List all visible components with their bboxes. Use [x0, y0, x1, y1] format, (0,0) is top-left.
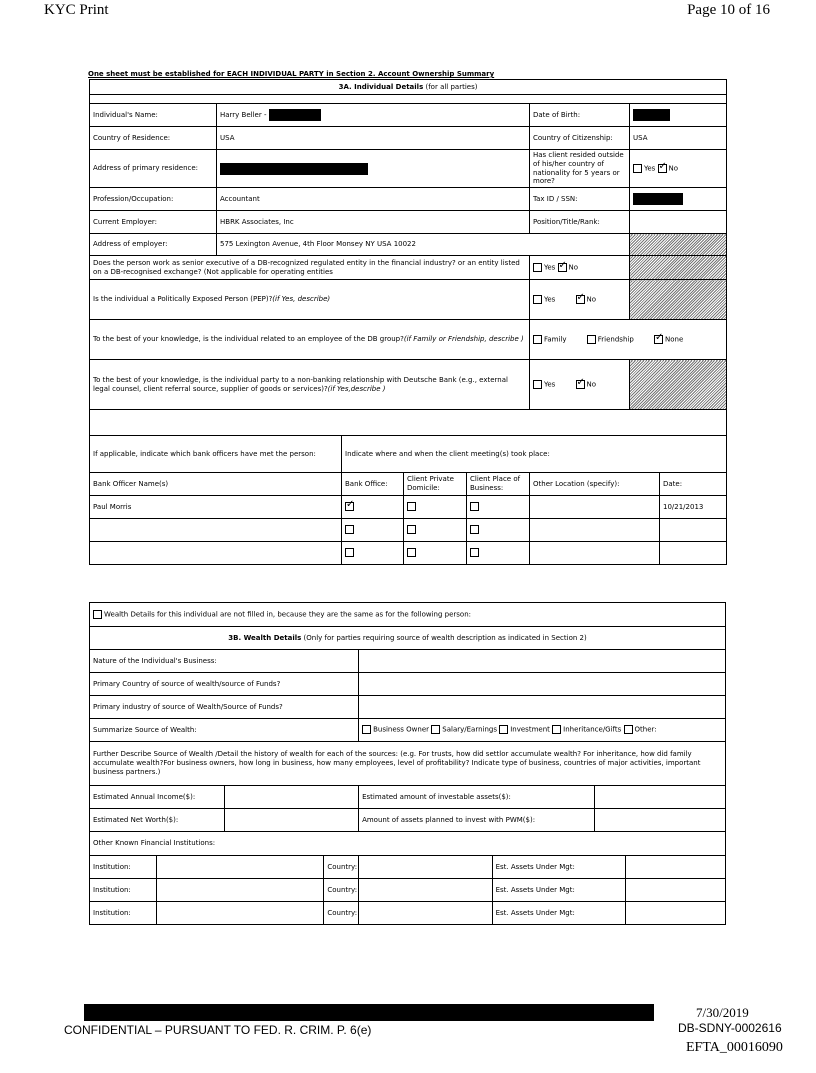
hatched-fill — [630, 360, 727, 410]
family-checkbox[interactable] — [533, 335, 542, 344]
footer-redaction-bar — [84, 1004, 654, 1021]
none-checkbox-checked[interactable] — [654, 335, 663, 344]
table-row — [90, 519, 727, 542]
tax-label: Tax ID / SSN: — [530, 188, 630, 211]
senior-answer: Yes ✓ No — [530, 256, 630, 280]
individual-details-table — [89, 79, 727, 565]
pep-answer: Yes ✓ No — [530, 280, 630, 320]
business-owner-checkbox[interactable] — [362, 725, 371, 734]
section-3a-title: 3A. Individual Details (for all parties) — [90, 80, 727, 95]
income-label: Estimated Annual Income($): — [90, 786, 225, 809]
instruction-note: One sheet must be established for EACH INDIVIDUAL PARTY in Section 2. Account Ownership Summary — [88, 70, 495, 78]
no-checkbox-checked[interactable] — [576, 380, 585, 389]
profession-value: Accountant — [217, 188, 530, 211]
redaction-bar — [633, 109, 670, 121]
citizenship-label: Country of Citizenship: — [530, 127, 630, 150]
meeting-date: 10/21/2013 — [660, 496, 727, 519]
row-name — [90, 104, 727, 127]
employer-label: Current Employer: — [90, 211, 217, 234]
summarize-options: Business Owner Salary/Earnings Investment Inheritance/Gifts Other: — [359, 719, 726, 742]
planned-label: Amount of assets planned to invest with PWM($): — [359, 809, 594, 832]
investable-value — [594, 786, 725, 809]
domicile-checkbox[interactable] — [407, 525, 416, 534]
employer-value: HBRK Associates, Inc — [217, 211, 530, 234]
office-checkbox-checked[interactable] — [345, 502, 354, 511]
institution-label: Institution: — [90, 902, 157, 925]
row-profession — [90, 188, 727, 211]
other-location — [530, 496, 660, 519]
row-employer — [90, 211, 727, 234]
domicile-checkbox[interactable] — [407, 502, 416, 511]
income-value — [224, 786, 359, 809]
country-label: Country: — [324, 879, 359, 902]
tax-field — [630, 188, 727, 211]
nature-label: Nature of the Individual's Business: — [90, 650, 359, 673]
table-row — [90, 856, 726, 879]
country-label: Country: — [324, 902, 359, 925]
footer-bates: DB-SDNY-0002616 — [678, 1021, 782, 1035]
col-date: Date: — [660, 473, 727, 496]
place-checkbox[interactable] — [470, 502, 479, 511]
same-as-row — [90, 603, 726, 627]
aum-label: Est. Assets Under Mgt: — [492, 902, 625, 925]
industry-source-value — [359, 696, 726, 719]
col-domicile: Client Private Domicile: — [404, 473, 467, 496]
place-checkbox[interactable] — [470, 548, 479, 557]
table-row — [90, 902, 726, 925]
domicile-checkbox[interactable] — [407, 548, 416, 557]
hatched-fill — [630, 280, 727, 320]
address-label: Address of primary residence: — [90, 150, 217, 188]
col-officer: Bank Officer Name(s) — [90, 473, 342, 496]
header-left: KYC Print — [44, 2, 109, 18]
meeting-header-row — [90, 473, 727, 496]
position-value — [630, 211, 727, 234]
investment-checkbox[interactable] — [499, 725, 508, 734]
redaction-bar — [269, 109, 321, 121]
section-3b-title: 3B. Wealth Details (Only for parties requiring source of wealth description as indicated in Section 2) — [90, 627, 726, 650]
related-question: To the best of your knowledge, is the individual related to an employee of the DB group?(if Family or Friendship, describe ) — [90, 320, 530, 360]
name-label: Individual's Name: — [90, 104, 217, 127]
salary-checkbox[interactable] — [431, 725, 440, 734]
related-answer: Family Friendship ✓ None — [530, 320, 727, 360]
country-label: Country: — [324, 856, 359, 879]
office-checkbox[interactable] — [345, 525, 354, 534]
row-pep — [90, 280, 727, 320]
place-checkbox[interactable] — [470, 525, 479, 534]
header-right: Page 10 of 16 — [687, 2, 770, 18]
country-source-value — [359, 673, 726, 696]
row-senior — [90, 256, 727, 280]
officer-name: Paul Morris — [90, 496, 342, 519]
row-meeting-questions — [90, 436, 727, 473]
hatched-fill — [630, 256, 727, 280]
row-related — [90, 320, 727, 360]
residence-label: Country of Residence: — [90, 127, 217, 150]
employer-address-value: 575 Lexington Avenue, 4th Floor Monsey NY USA 10022 — [217, 234, 630, 256]
footer-efta: EFTA_00016090 — [686, 1040, 783, 1055]
name-field: Harry Beller - — [217, 104, 530, 127]
redaction-bar — [633, 193, 683, 205]
dob-field — [630, 104, 727, 127]
officers-question: If applicable, indicate which bank officers have met the person: — [90, 436, 342, 473]
redaction-bar — [220, 163, 368, 175]
other-fi-label: Other Known Financial Institutions: — [90, 832, 726, 856]
outside-answer: Yes ✓ No — [630, 150, 727, 188]
yes-checkbox[interactable] — [633, 164, 642, 173]
row-nonbank — [90, 360, 727, 410]
summarize-label: Summarize Source of Wealth: — [90, 719, 359, 742]
address-field — [217, 150, 530, 188]
investable-label: Estimated amount of investable assets($): — [359, 786, 594, 809]
wealth-details-table — [89, 602, 726, 925]
table-row — [90, 542, 727, 565]
no-checkbox-checked[interactable] — [558, 263, 567, 272]
col-office: Bank Office: — [342, 473, 404, 496]
networth-label: Estimated Net Worth($): — [90, 809, 225, 832]
col-other: Other Location (specify): — [530, 473, 660, 496]
yes-checkbox[interactable] — [533, 295, 542, 304]
residence-value: USA — [217, 127, 530, 150]
blank-row — [90, 410, 727, 436]
networth-value — [224, 809, 359, 832]
same-as-field: Wealth Details for this individual are not filled in, because they are the same as for the following person: — [90, 603, 726, 627]
col-place: Client Place of Business: — [467, 473, 530, 496]
country-source-label: Primary Country of source of wealth/source of Funds? — [90, 673, 359, 696]
hatched-fill — [630, 234, 727, 256]
further-describe: Further Describe Source of Wealth /Detail the history of wealth for each of the sources: (e.g. For trusts, how did settlor accumulate wealth? For inheritance, how did family accumulate wealth?For business owners, how long in business, how many employees, level of profitability? Indicate type of business, countries of major activities, important business partners.) — [90, 742, 726, 786]
no-checkbox-checked[interactable] — [658, 164, 667, 173]
nonbank-answer: Yes ✓ No — [530, 360, 630, 410]
yes-checkbox[interactable] — [533, 380, 542, 389]
inheritance-checkbox[interactable] — [552, 725, 561, 734]
aum-label: Est. Assets Under Mgt: — [492, 879, 625, 902]
institution-label: Institution: — [90, 856, 157, 879]
aum-label: Est. Assets Under Mgt: — [492, 856, 625, 879]
row-employer-address — [90, 234, 727, 256]
footer-date: 7/30/2019 — [696, 1005, 749, 1020]
nature-value — [359, 650, 726, 673]
footer-confidential: CONFIDENTIAL – PURSUANT TO FED. R. CRIM. P. 6(e) — [64, 1023, 372, 1037]
row-address — [90, 150, 727, 188]
dob-label: Date of Birth: — [530, 104, 630, 127]
planned-value — [594, 809, 725, 832]
nonbank-question: To the best of your knowledge, is the individual party to a non-banking relationship with Deutsche Bank (e.g., external legal counsel, client referral source, supplier of goods or services)?(if Yes,describe ) — [90, 360, 530, 410]
other-checkbox[interactable] — [624, 725, 633, 734]
table-row — [90, 879, 726, 902]
senior-question: Does the person work as senior executive of a DB-recognized regulated entity in the financial industry? or an entity listed on a DB-recognised exchange? (Not applicable for operating entities — [90, 256, 530, 280]
citizenship-value: USA — [630, 127, 727, 150]
industry-source-label: Primary industry of source of Wealth/Source of Funds? — [90, 696, 359, 719]
institution-label: Institution: — [90, 879, 157, 902]
row-residence — [90, 127, 727, 150]
no-checkbox-checked[interactable] — [576, 295, 585, 304]
office-checkbox[interactable] — [345, 548, 354, 557]
employer-address-label: Address of employer: — [90, 234, 217, 256]
pep-question: Is the individual a Politically Exposed Person (PEP)?(if Yes, describe) — [90, 280, 530, 320]
friendship-checkbox[interactable] — [587, 335, 596, 344]
yes-checkbox[interactable] — [533, 263, 542, 272]
profession-label: Profession/Occupation: — [90, 188, 217, 211]
meeting-question: Indicate where and when the client meeting(s) took place: — [342, 436, 727, 473]
same-as-checkbox[interactable] — [93, 610, 102, 619]
position-label: Position/Title/Rank: — [530, 211, 630, 234]
outside-question: Has client resided outside of his/her country of nationality for 5 years or more? — [530, 150, 630, 188]
table-row — [90, 496, 727, 519]
